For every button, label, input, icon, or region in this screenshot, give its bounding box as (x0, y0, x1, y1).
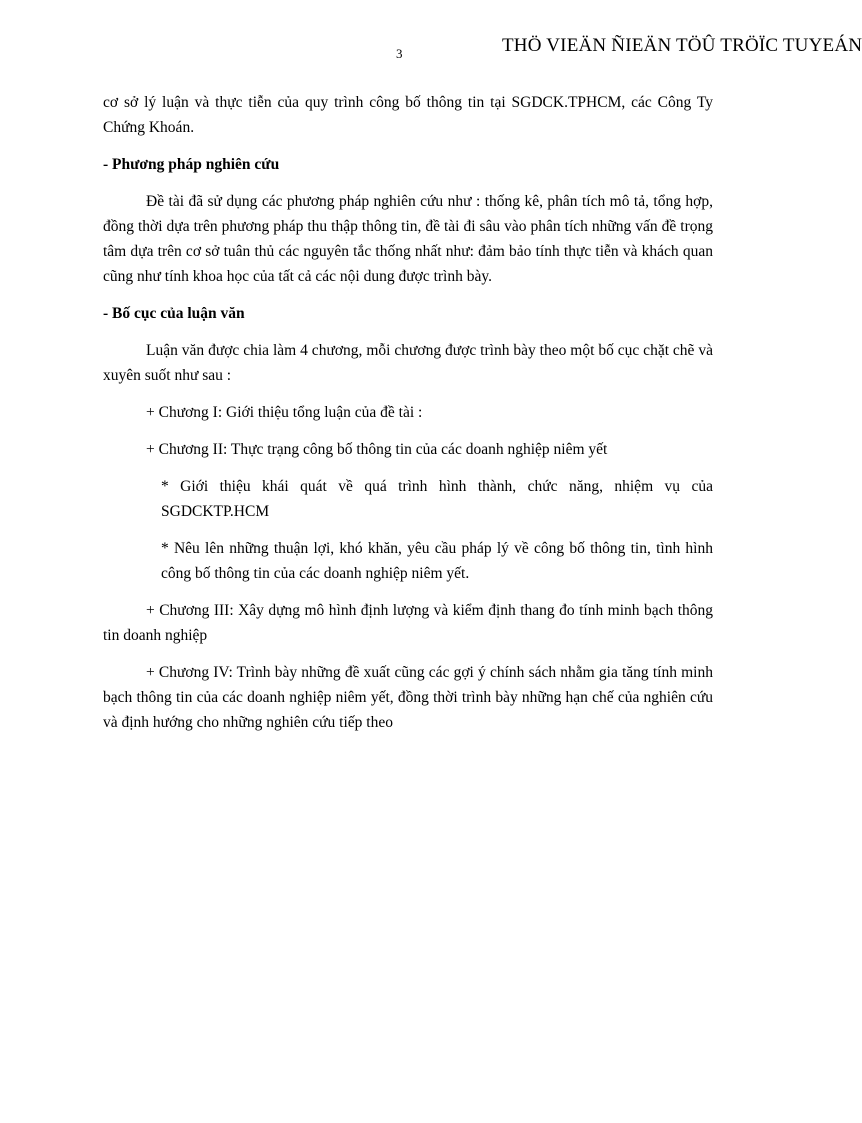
chapter-2-subitem-1: * Giới thiệu khái quát về quá trình hình thành, chức năng, nhiệm vụ của SGDCKTP.HCM (161, 478, 713, 520)
document-body (103, 90, 713, 747)
chapter-1-item: + Chương I: Giới thiệu tổng luận của đề tài : (146, 404, 423, 421)
chapter-3-item: + Chương III: Xây dựng mô hình định lượng và kiểm định thang đo tính minh bạch thông tin doanh nghiệp (103, 602, 713, 644)
structure-heading: - Bố cục của luận văn (103, 305, 245, 322)
structure-paragraph: Luận văn được chia làm 4 chương, mỗi chương được trình bày theo một bố cục chặt chẽ và xuyên suốt như sau : (103, 342, 713, 384)
intro-paragraph: cơ sở lý luận và thực tiễn của quy trình công bố thông tin tại SGDCK.TPHCM, các Công Ty Chứng Khoán. (103, 94, 713, 136)
chapter-4-item: + Chương IV: Trình bày những đề xuất cũng các gợi ý chính sách nhằm gia tăng tính minh bạch thông tin của các doanh nghiệp niêm yết, đồng thời trình bày những hạn chế của nghiên cứu và định hướng cho những nghiên cứu tiếp theo (103, 664, 713, 731)
methods-heading: - Phương pháp nghiên cứu (103, 156, 280, 173)
methods-paragraph: Đề tài đã sử dụng các phương pháp nghiên cứu như : thống kê, phân tích mô tả, tổng hợp, đồng thời dựa trên phương pháp thu thập thông tin, đề tài đi sâu vào phân tích những vấn đề trọng tâm dựa trên cơ sở tuân thủ các nguyên tắc thống nhất như: đảm bảo tính thực tiễn và khách quan cũng như tính khoa học của tất cả các nội dung được trình bày. (103, 193, 713, 285)
chapter-2-item: + Chương II: Thực trạng công bố thông tin của các doanh nghiệp niêm yết (146, 441, 608, 458)
page-number: 3 (396, 46, 403, 61)
chapter-2-subitem-2: * Nêu lên những thuận lợi, khó khăn, yêu cầu pháp lý về công bố thông tin, tình hình công bố thông tin của các doanh nghiệp niêm yết. (161, 540, 713, 582)
library-watermark-header: THÖ VIEÄN ÑIEÄN TÖÛ TRÖÏC TUYEÁN (502, 35, 862, 56)
